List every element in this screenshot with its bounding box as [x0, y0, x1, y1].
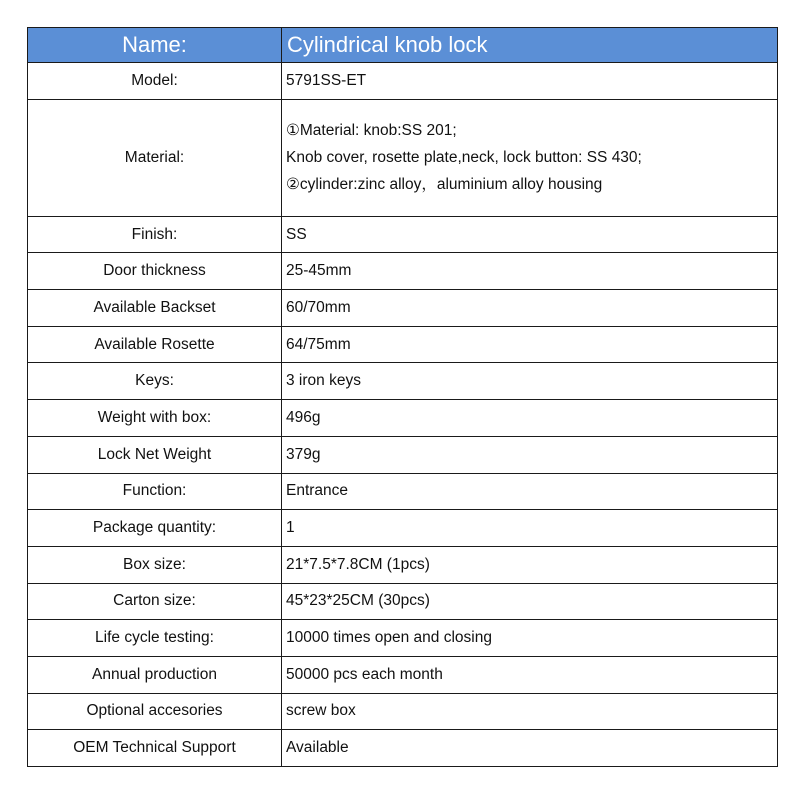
table-row-door-thickness: [28, 253, 778, 290]
product-name: Cylindrical knob lock: [282, 28, 778, 63]
row-label: Keys:: [28, 363, 282, 400]
row-label: Door thickness: [28, 253, 282, 290]
table-row-package-quantity: [28, 510, 778, 547]
table-row-weight-with-box: [28, 400, 778, 437]
table-row-material: [28, 99, 778, 216]
row-value: screw box: [282, 693, 778, 730]
table-row-carton-size: [28, 583, 778, 620]
row-value: 50000 pcs each month: [282, 656, 778, 693]
table-row-oem-support: [28, 730, 778, 767]
material-line: Knob cover, rosette plate,neck, lock button: SS 430;: [286, 149, 642, 167]
row-value: 496g: [282, 400, 778, 437]
row-label: Model:: [28, 63, 282, 100]
table-header-row: [28, 28, 778, 63]
row-value: 1: [282, 510, 778, 547]
table-row-annual-production: [28, 656, 778, 693]
row-label: Available Rosette: [28, 326, 282, 363]
table-row-net-weight: [28, 436, 778, 473]
table-row-backset: [28, 290, 778, 327]
row-label: Lock Net Weight: [28, 436, 282, 473]
table-row-finish: [28, 216, 778, 253]
row-value: 60/70mm: [282, 290, 778, 327]
row-value: 64/75mm: [282, 326, 778, 363]
header-label: Name:: [28, 28, 282, 63]
row-label: Box size:: [28, 546, 282, 583]
row-value: 45*23*25CM (30pcs): [282, 583, 778, 620]
table-row-optional-accessories: [28, 693, 778, 730]
row-value: Available: [282, 730, 778, 767]
row-value: 21*7.5*7.8CM (1pcs): [282, 546, 778, 583]
row-value: SS: [282, 216, 778, 253]
row-label: Finish:: [28, 216, 282, 253]
row-value: 379g: [282, 436, 778, 473]
row-value: 25-45mm: [282, 253, 778, 290]
row-label: Available Backset: [28, 290, 282, 327]
row-label: Weight with box:: [28, 400, 282, 437]
material-value: [282, 99, 778, 216]
table-row-life-cycle: [28, 620, 778, 657]
row-label: Package quantity:: [28, 510, 282, 547]
row-value: 10000 times open and closing: [282, 620, 778, 657]
row-label: Carton size:: [28, 583, 282, 620]
table-row-rosette: [28, 326, 778, 363]
material-line: ②cylinder:zinc alloy，aluminium alloy housing: [286, 176, 603, 194]
spec-table: [27, 27, 778, 767]
row-label: Function:: [28, 473, 282, 510]
row-value: 3 iron keys: [282, 363, 778, 400]
table-row-model: [28, 63, 778, 100]
material-line: ①Material: knob:SS 201;: [286, 122, 457, 140]
table-row-keys: [28, 363, 778, 400]
row-label: OEM Technical Support: [28, 730, 282, 767]
table-row-box-size: [28, 546, 778, 583]
row-label: Optional accesories: [28, 693, 282, 730]
row-label: Life cycle testing:: [28, 620, 282, 657]
row-value: Entrance: [282, 473, 778, 510]
table-row-function: [28, 473, 778, 510]
row-label: Annual production: [28, 656, 282, 693]
row-label: Material:: [28, 99, 282, 216]
row-value: 5791SS-ET: [282, 63, 778, 100]
